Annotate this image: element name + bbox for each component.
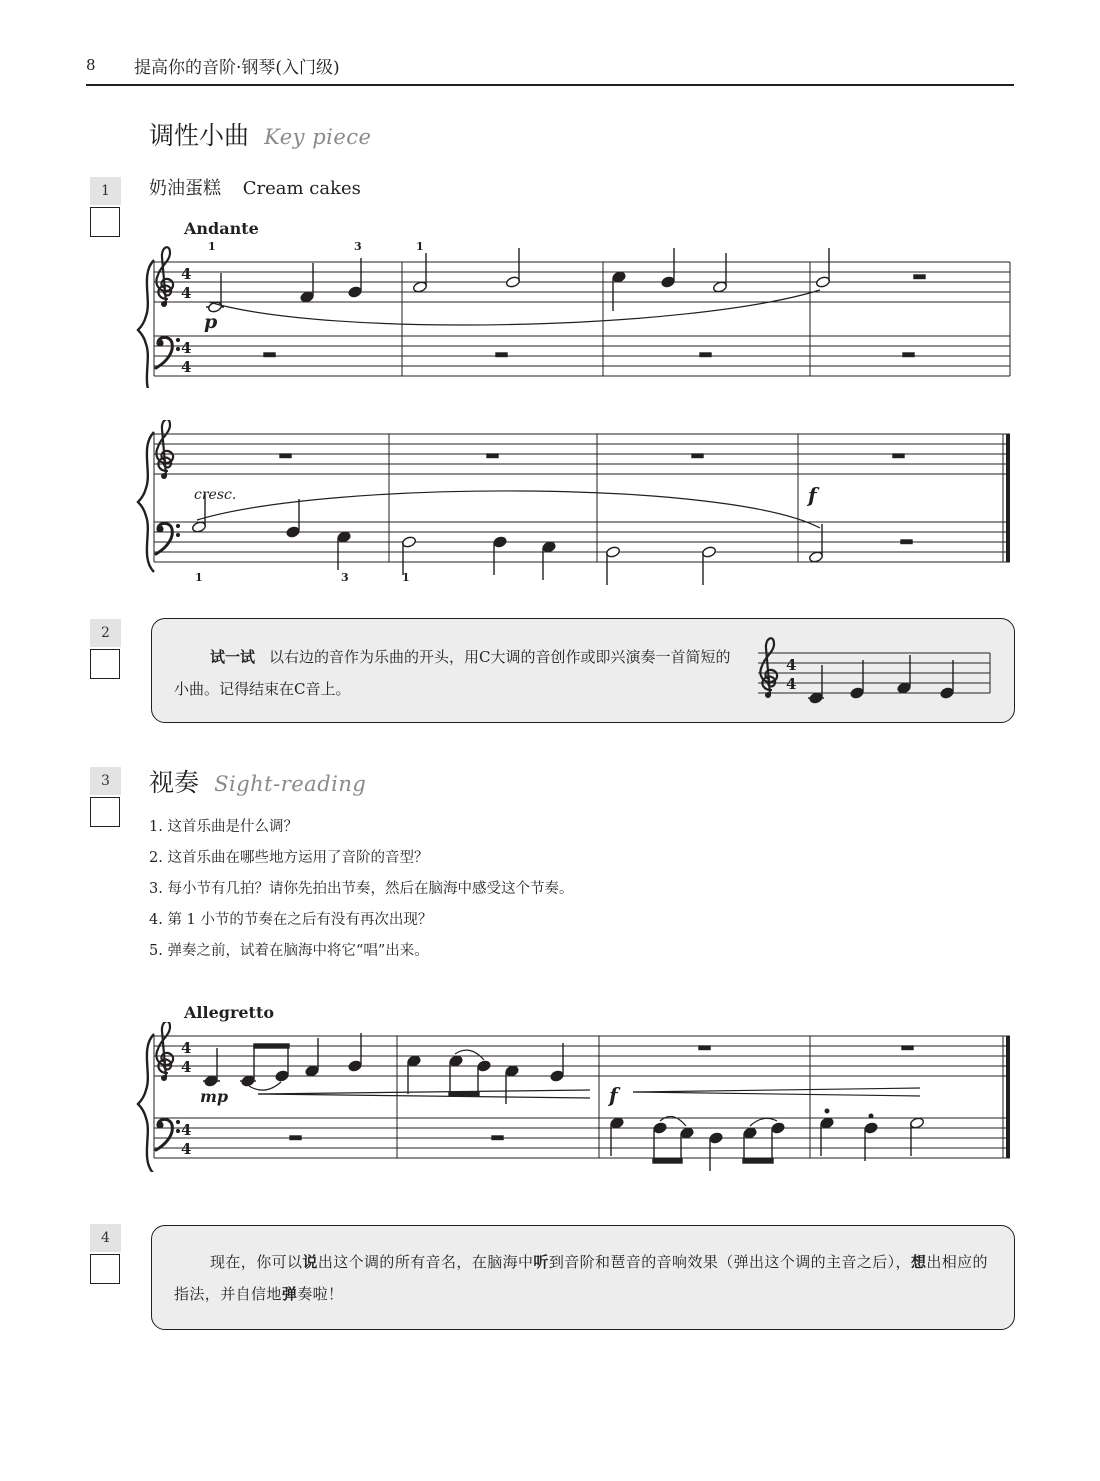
tempo-marking: Andante [184, 219, 259, 238]
bass-clef-icon [156, 337, 180, 368]
question-3: 3. 每小节有几拍？请你先拍出节奏，然后在脑海中感受这个节奏。 [149, 881, 574, 897]
question-1: 1. 这首乐曲是什么调？ [149, 819, 298, 835]
fingering: 1 [195, 571, 203, 584]
treble-clef-icon [156, 247, 173, 307]
piece-title-en: Cream cakes [242, 178, 361, 199]
fingering: 1 [402, 571, 410, 584]
progress-checkbox[interactable] [90, 649, 120, 679]
summary-part: 出这个调的所有音名，在脑海中 [317, 1253, 534, 1271]
summary-part: 现在，你可以 [210, 1253, 303, 1271]
fingering: 3 [354, 240, 362, 253]
summary-part: 奏啦！ [297, 1285, 344, 1303]
summary-key-word: 弹 [281, 1285, 298, 1303]
try-it-text [174, 641, 744, 705]
bass-clef-icon [156, 1119, 180, 1150]
summary-part: 出相应的指法，并自信地 [174, 1253, 988, 1303]
try-it-label: 试一试 [210, 648, 256, 666]
section-number-tab: 4 [90, 1224, 121, 1252]
slur [209, 290, 820, 325]
svg-text:4: 4 [181, 1121, 192, 1139]
treble-clef-icon [156, 1022, 173, 1081]
dynamic-marking: f [808, 483, 817, 507]
section-subtitle: Key piece [264, 125, 372, 149]
progress-checkbox[interactable] [90, 797, 120, 827]
svg-text:4: 4 [786, 675, 797, 693]
cresc-marking: cresc. [194, 487, 237, 503]
try-it-box [151, 618, 1015, 723]
dynamic-marking: mp [200, 1087, 229, 1106]
svg-text:4: 4 [181, 1140, 192, 1158]
fingering: 1 [208, 240, 216, 253]
question-5: 5. 弹奏之前，试着在脑海中将它“唱”出来。 [149, 943, 429, 959]
svg-text:4: 4 [181, 265, 192, 283]
brace-icon [138, 1034, 154, 1172]
svg-text:4: 4 [181, 339, 192, 357]
header-rule [86, 84, 1014, 86]
section-title: 视奏 [149, 768, 200, 797]
sight-reading-heading [149, 763, 366, 799]
summary-key-word: 说 [302, 1253, 318, 1271]
brace-icon [138, 260, 154, 388]
page-number: 8 [86, 56, 96, 74]
key-piece-heading [149, 116, 371, 152]
try-it-body: 以右边的音作为乐曲的开头，用C大调的音创作或即兴演奏一首简短的小曲。记得结束在C音上。 [174, 648, 731, 698]
treble-clef-icon [760, 638, 777, 698]
fingering: 1 [416, 240, 424, 253]
section-subtitle: Sight-reading [214, 772, 367, 796]
bass-clef-icon [156, 523, 180, 554]
section-number-tab: 3 [90, 767, 121, 795]
book-title: 提高你的音阶·钢琴(入门级) [134, 58, 340, 78]
tempo-marking: Allegretto [184, 1003, 274, 1022]
summary-text [174, 1246, 994, 1310]
section-number-tab: 2 [90, 619, 121, 647]
summary-key-word: 想 [910, 1253, 927, 1271]
svg-text:4: 4 [181, 1039, 192, 1057]
starter-notes-staff [752, 633, 997, 713]
music-system-1 [130, 238, 1030, 388]
music-system-3 [130, 1022, 1030, 1172]
question-2: 2. 这首乐曲在哪些地方运用了音阶的音型？ [149, 850, 429, 866]
question-4: 4. 第 1 小节的节奏在之后有没有再次出现？ [149, 912, 433, 928]
dynamic-marking: p [204, 311, 218, 333]
svg-text:4: 4 [181, 358, 192, 376]
progress-checkbox[interactable] [90, 207, 120, 237]
dynamic-marking: f [609, 1083, 618, 1107]
section-number-tab: 1 [90, 177, 121, 205]
summary-part: 到音阶和琶音的音响效果（弹出这个调的主音之后）， [548, 1253, 911, 1271]
section-title: 调性小曲 [149, 121, 250, 150]
treble-clef-icon [156, 420, 173, 479]
fingering: 3 [341, 571, 349, 584]
piece-title [149, 174, 361, 200]
svg-text:4: 4 [786, 656, 797, 674]
music-system-2 [130, 420, 1030, 592]
summary-box [151, 1225, 1015, 1330]
svg-text:4: 4 [181, 1058, 192, 1076]
summary-key-word: 听 [533, 1253, 549, 1271]
progress-checkbox[interactable] [90, 1254, 120, 1284]
brace-icon [138, 432, 154, 572]
piece-title-cn: 奶油蛋糕 [149, 178, 221, 199]
svg-text:4: 4 [181, 284, 192, 302]
